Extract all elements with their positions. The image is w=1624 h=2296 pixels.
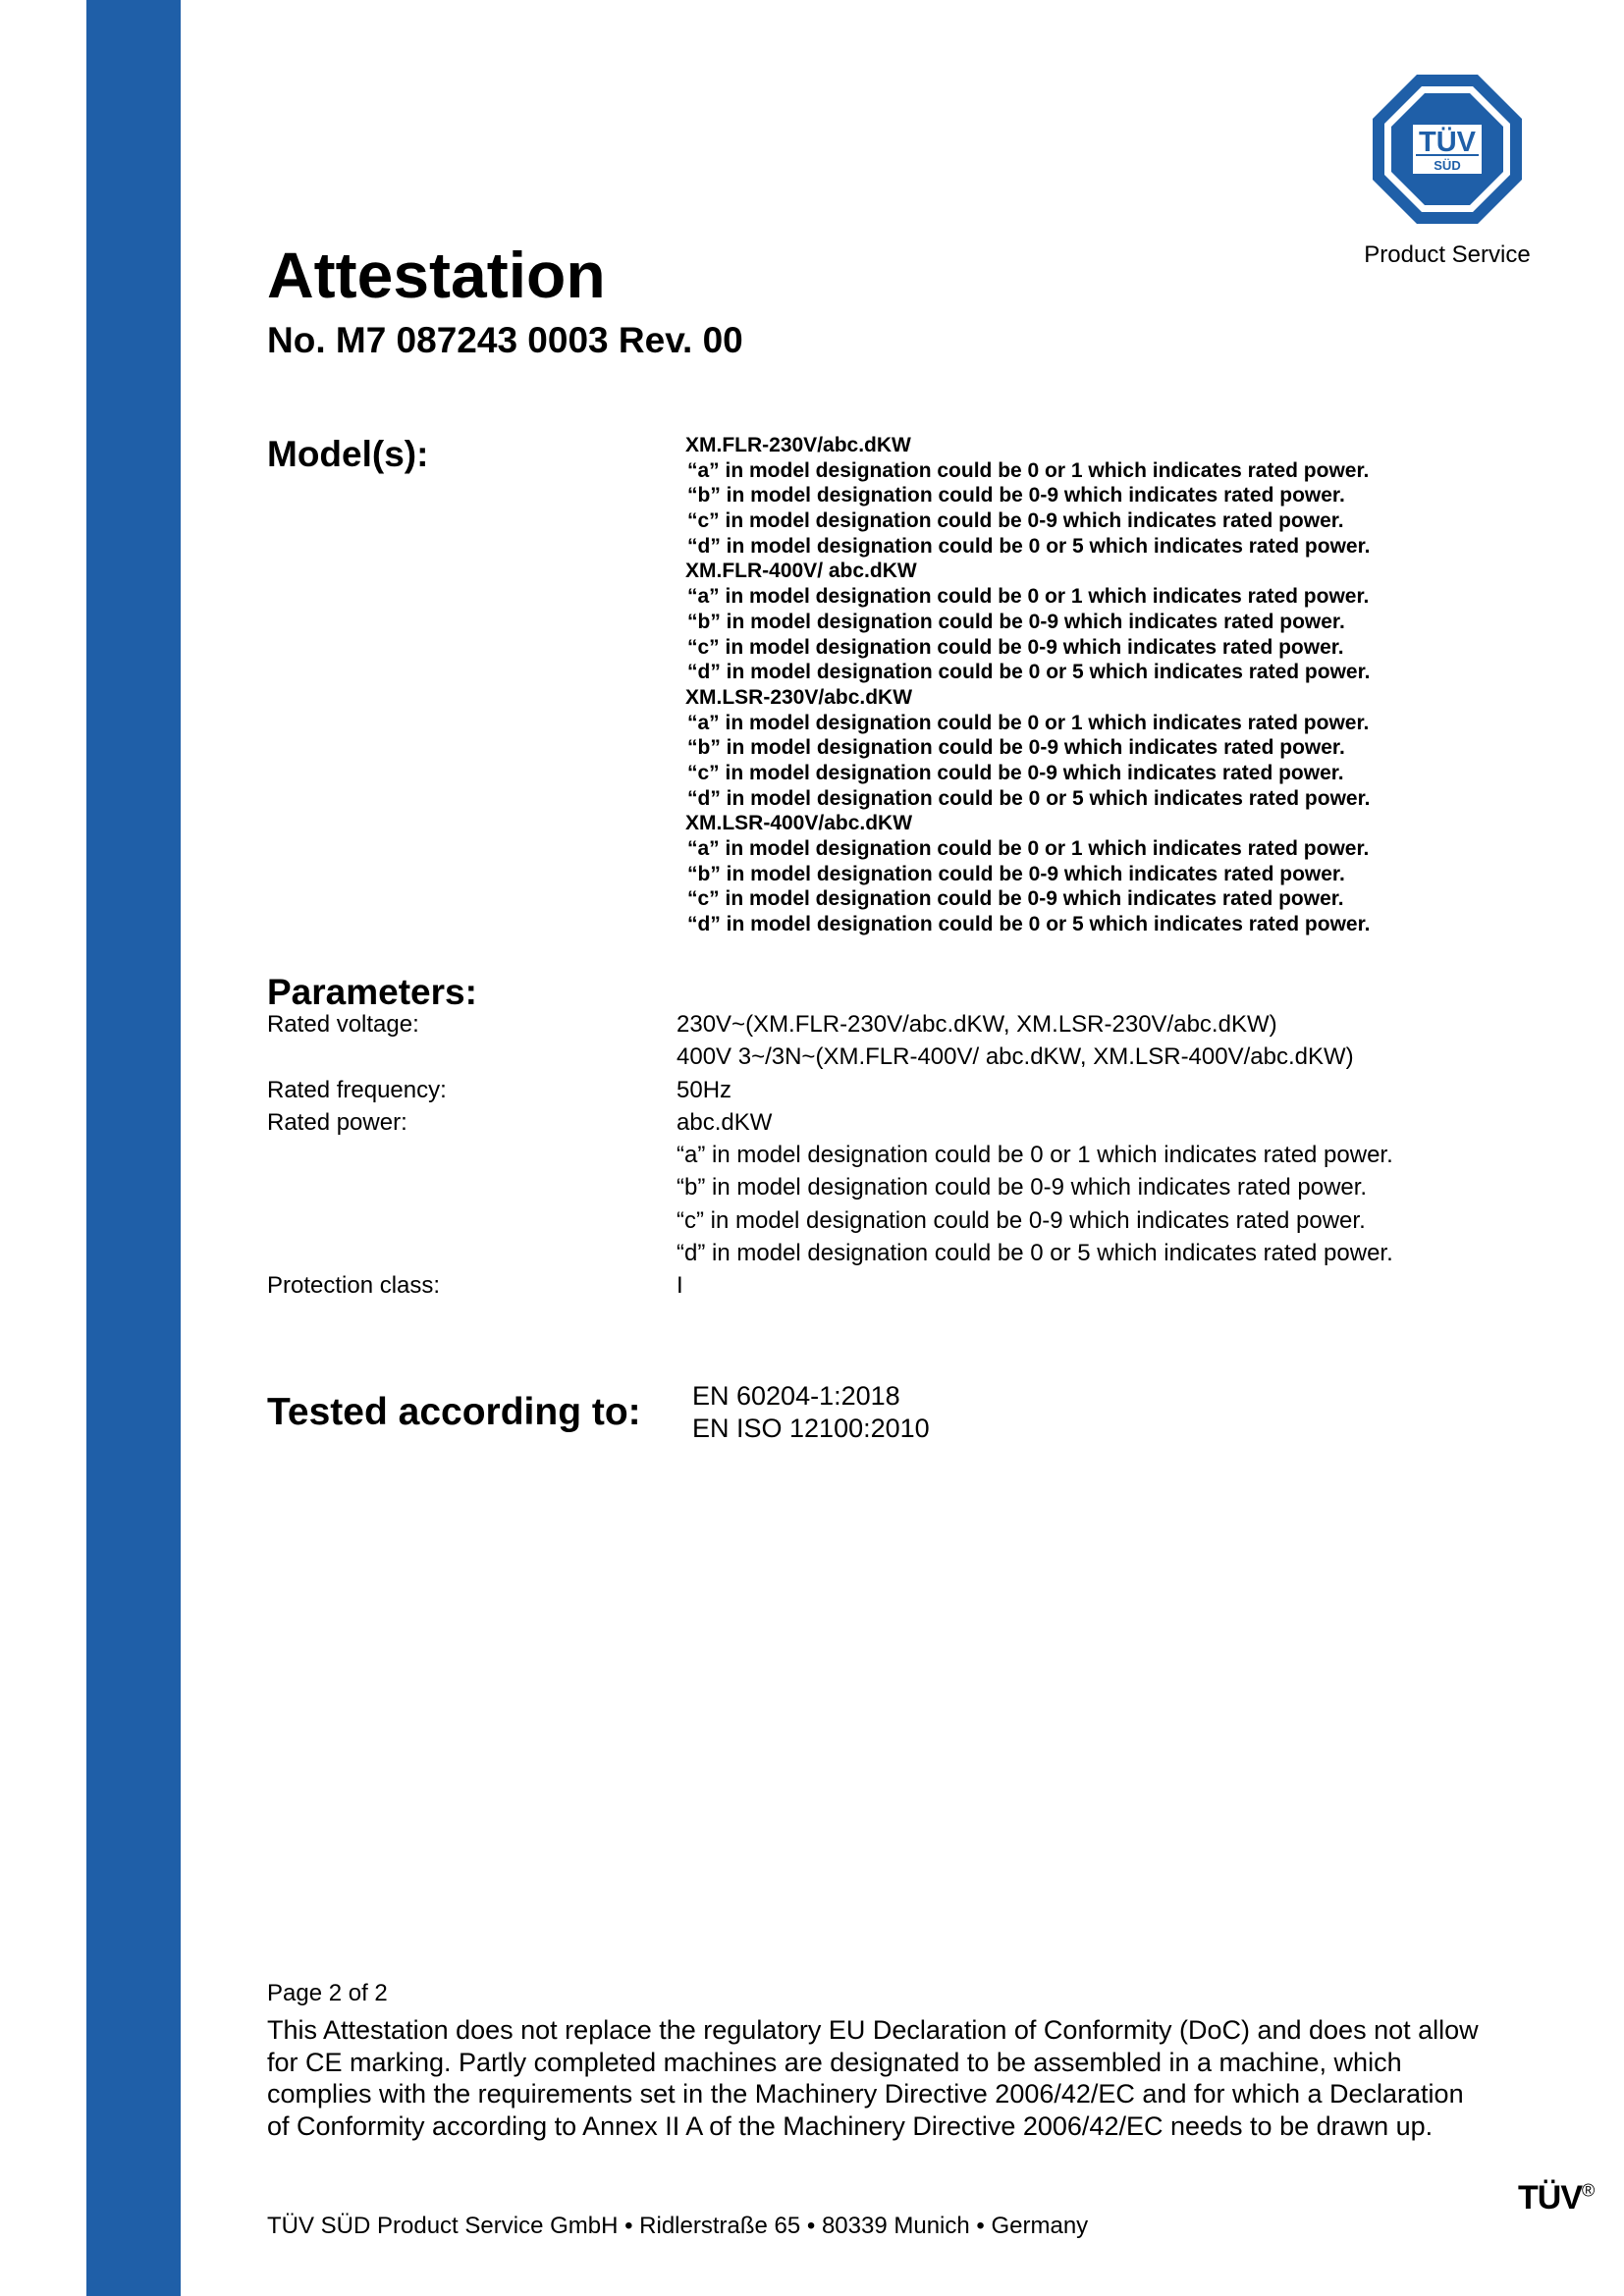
side-banner <box>86 0 242 2296</box>
model-name: XM.LSR-400V/abc.dKW <box>685 812 913 835</box>
model-line: “a” in model designation could be 0 or 1 which indicates rated power. <box>687 458 1370 482</box>
model-line: “c” in model designation could be 0-9 which indicates rated power. <box>687 887 1344 911</box>
company-address: TÜV SÜD Product Service GmbH • Ridlerstraße 65 • 80339 Munich • Germany <box>267 2213 1089 2239</box>
diamond-icon <box>203 1821 237 1854</box>
side-word-attestato: ATTESTATO <box>197 531 242 784</box>
side-word-bescheinigung: BESCHEINIGUNG <box>197 1395 242 1766</box>
side-word-atestacion: ATESTACIÓN <box>197 949 242 1230</box>
model-line: “c” in model designation could be 0-9 which indicates rated power. <box>687 761 1344 784</box>
param-row <box>267 1204 1543 1237</box>
param-label: Protection class: <box>267 1272 441 1300</box>
parameters-heading: Parameters: <box>267 972 477 1012</box>
model-line: “b” in model designation could be 0-9 which indicates rated power. <box>687 610 1345 633</box>
models-list <box>685 433 1490 937</box>
param-row <box>267 1237 1543 1269</box>
standards-list <box>692 1380 930 1445</box>
tuv-mark-text: TÜV <box>1518 2179 1582 2216</box>
diamond-icon <box>203 430 237 463</box>
document-number: No. M7 087243 0003 Rev. 00 <box>267 320 743 360</box>
param-label: Rated power: <box>267 1108 407 1136</box>
param-value: I <box>677 1272 683 1300</box>
tested-heading: Tested according to: <box>267 1391 641 1433</box>
param-row <box>267 1269 1543 1302</box>
registered-mark: ® <box>1582 2180 1595 2201</box>
models-heading: Model(s): <box>267 434 429 474</box>
model-name: XM.LSR-230V/abc.dKW <box>685 685 913 709</box>
model-name: XM.FLR-400V/ abc.dKW <box>685 560 917 583</box>
param-row <box>267 1139 1543 1171</box>
param-row <box>267 1008 1543 1041</box>
param-row <box>267 1106 1543 1139</box>
model-line: “d” in model designation could be 0 or 5 which indicates rated power. <box>687 534 1371 558</box>
side-word-attestation-bottom: ATTESTATION <box>197 1906 242 2207</box>
model-line: “b” in model designation could be 0-9 which indicates rated power. <box>687 862 1345 885</box>
model-line: “a” in model designation could be 0 or 1 which indicates rated power. <box>687 585 1370 609</box>
logo-text-main: TÜV <box>1419 127 1476 158</box>
parameters-table <box>267 1008 1543 1303</box>
param-value: 400V 3~/3N~(XM.FLR-400V/ abc.dKW, XM.LSR-400V/abc.dKW) <box>677 1043 1354 1071</box>
page-title: Attestation <box>267 239 606 311</box>
model-line: “c” in model designation could be 0-9 which indicates rated power. <box>687 635 1344 659</box>
tuv-sud-logo <box>1369 71 1526 228</box>
param-label: Rated voltage: <box>267 1011 419 1038</box>
model-line: “b” in model designation could be 0-9 which indicates rated power. <box>687 484 1345 507</box>
param-value: 230V~(XM.FLR-230V/abc.dKW, XM.LSR-230V/abc.dKW) <box>677 1011 1277 1038</box>
standard-item: EN 60204-1:2018 <box>692 1381 900 1411</box>
param-value: “a” in model designation could be 0 or 1 which indicates rated power. <box>677 1142 1393 1169</box>
disclaimer-text: This Attestation does not replace the regulatory EU Declaration of Conformity (DoC) and does not allow for CE marking. Partly completed machines are designated to be assembled in a machine, which complies with the requirements set in the Machinery Directive 2006/42/EC and for which a Declaration of Conformity according to Annex II A of the Machinery Directive 2006/42/EC needs to be drawn up. <box>267 2015 1479 2141</box>
param-value: abc.dKW <box>677 1108 773 1136</box>
logo-caption: Product Service <box>1364 241 1531 268</box>
diamond-icon <box>203 842 237 876</box>
param-value: “c” in model designation could be 0-9 which indicates rated power. <box>677 1206 1366 1234</box>
param-label: Rated frequency: <box>267 1076 447 1103</box>
param-row <box>267 1171 1543 1203</box>
model-name: XM.FLR-230V/abc.dKW <box>685 434 911 456</box>
model-line: “a” in model designation could be 0 or 1 which indicates rated power. <box>687 837 1370 860</box>
model-line: “d” in model designation could be 0 or 5 which indicates rated power. <box>687 661 1371 684</box>
param-row <box>267 1074 1543 1106</box>
model-line: “b” in model designation could be 0-9 which indicates rated power. <box>687 736 1345 760</box>
model-line: “c” in model designation could be 0-9 which indicates rated power. <box>687 509 1344 533</box>
tuv-trademark <box>1518 2179 1594 2217</box>
standard-item: EN ISO 12100:2010 <box>692 1414 930 1443</box>
param-value: “b” in model designation could be 0-9 which indicates rated power. <box>677 1174 1368 1201</box>
model-line: “a” in model designation could be 0 or 1 which indicates rated power. <box>687 711 1370 734</box>
param-value: 50Hz <box>677 1076 732 1103</box>
param-value: “d” in model designation could be 0 or 5 which indicates rated power. <box>677 1240 1393 1267</box>
diamond-icon <box>203 1299 237 1332</box>
logo-text-sub: SÜD <box>1434 158 1461 173</box>
param-row <box>267 1041 1543 1073</box>
side-word-attestation: ATTESTATION <box>197 78 242 378</box>
page-number: Page 2 of 2 <box>267 1980 388 2006</box>
model-line: “d” in model designation could be 0 or 5 which indicates rated power. <box>687 913 1371 936</box>
model-line: “d” in model designation could be 0 or 5 which indicates rated power. <box>687 786 1371 810</box>
